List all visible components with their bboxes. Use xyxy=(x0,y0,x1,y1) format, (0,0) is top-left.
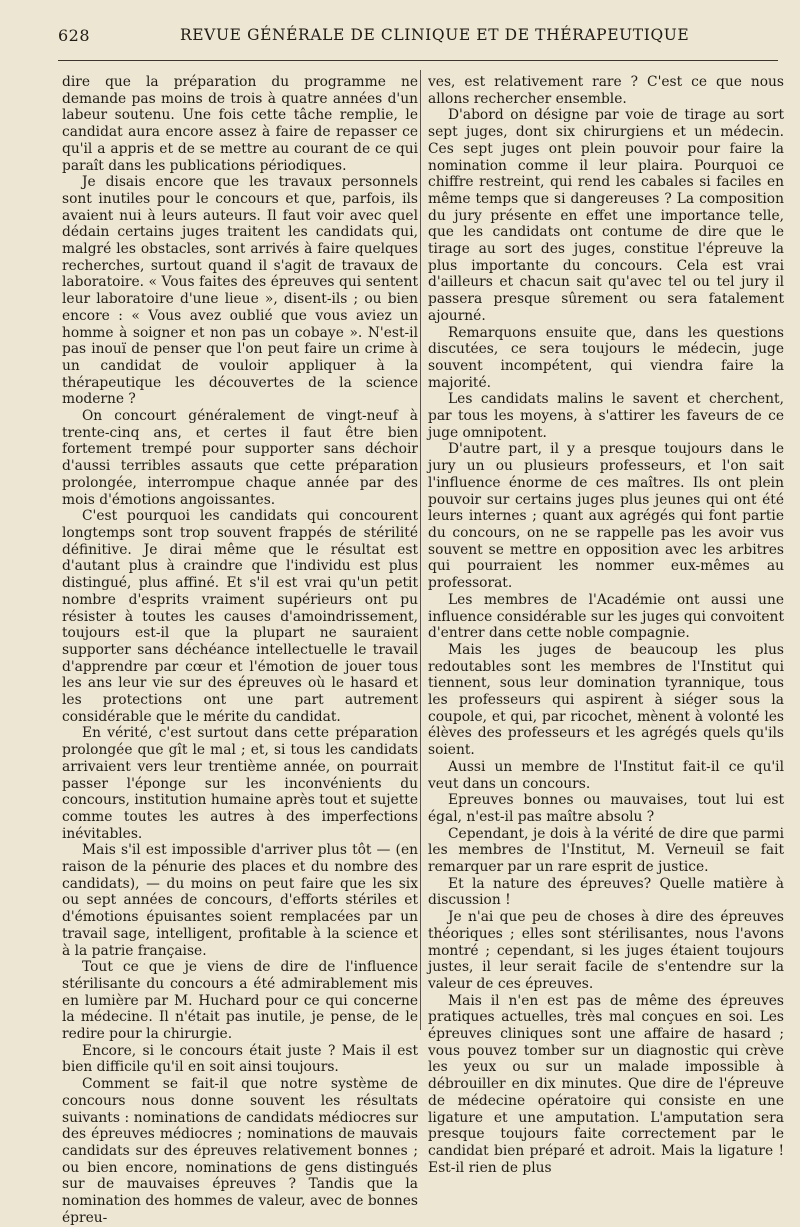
paragraph: Je n'ai que peu de choses à dire des épreuves théoriques ; elles sont stérilisantes, nous l'avons montré ; cependant, si les juges étaient toujours justes, il leur serait facile de s'entendre sur la valeur de ces épreuves. xyxy=(428,909,784,992)
paragraph: Comment se fait-il que notre système de concours nous donne souvent les résultats suivants : nominations de candidats médiocres sur des épreuves médiocres ; nominations de mauvais candidats sur des épreuves relativement bonnes ; ou bien encore, nominations de gens distingués sur de mauvaises épreuves ? Tandis que la nomination des hommes de valeur, avec de bonnes épreu- xyxy=(62,1076,418,1226)
header-rule xyxy=(58,60,778,61)
page-number: 628 xyxy=(58,26,91,45)
paragraph: Remarquons ensuite que, dans les questions discutées, ce sera toujours le médecin, juge souvent incompétent, qui viendra faire la majorité. xyxy=(428,324,784,391)
paragraph: Mais les juges de beaucoup les plus redoutables sont les membres de l'Institut qui tiennent, sous leur domination tyrannique, tous les professeurs qui aspirent à siéger sous la coupole, et qui, par ricochet, mènent à volonté les élèves des professeurs et les agrégés quels qu'ils soient. xyxy=(428,641,784,759)
paragraph: Je disais encore que les travaux personnels sont inutiles pour le concours et que, parfois, ils avaient nui à leurs auteurs. Il faut voir avec quel dédain certains juges traitent les candidats qui, malgré les obstacles, sont arrivés à faire quelques recherches, surtout quand il s'agit de travaux de laboratoire. « Vous faites des épreuves qui sentent leur laboratoire d'une lieue », disent-ils ; ou bien encore : « Vous avez oublié que vous aviez un homme à soigner et non pas un cobaye ». N'est-il pas inouï de penser que l'on peut faire un crime à un candidat de vouloir appliquer à la thérapeutique les découvertes de la science moderne ? xyxy=(62,174,418,408)
paragraph: Mais il n'en est pas de même des épreuves pratiques actuelles, très mal conçues en soi. Les épreuves cliniques sont une affaire de hasard ; vous pouvez tomber sur un diagnostic qui crève les yeux ou sur un malade impossible à débrouiller en dix minutes. Que dire de l'épreuve de médecine opératoire qui consiste en une ligature et une amputation. L'amputation sera presque toujours faite correctement par le candidat bien préparé et adroit. Mais la ligature ! Est-il rien de plus xyxy=(428,992,784,1176)
paragraph: Les membres de l'Académie ont aussi une influence considérable sur les juges qui convoitent d'entrer dans cette noble compagnie. xyxy=(428,591,784,642)
paragraph: D'abord on désigne par voie de tirage au sort sept juges, dont six chirurgiens et un médecin. Ces sept juges ont plein pouvoir pour faire la nomination comme il leur plaira. Pourquoi ce chiffre restreint, qui rend les cabales si faciles en même temps que si dangereuses ? La composition du jury présente en effet une importance telle, que les candidats ont contume de dire que le tirage au sort des juges, constitue l'épreuve la plus importante du concours. Cela est vrai d'ailleurs et chacun sait qu'avec tel ou tel jury il passera presque sûrement ou sera fatalement ajourné. xyxy=(428,107,784,324)
paragraph: Tout ce que je viens de dire de l'influence stérilisante du concours a été admirablement mis en lumière par M. Huchard pour ce qui concerne la médecine. Il n'était pas inutile, je pense, de le redire pour la chirurgie. xyxy=(62,959,418,1043)
running-title: REVUE GÉNÉRALE DE CLINIQUE ET DE THÉRAPEUTIQUE xyxy=(180,26,690,44)
paragraph: C'est pourquoi les candidats qui concourent longtemps sont trop souvent frappés de stérilité définitive. Je dirai même que le résultat est d'autant plus à craindre que l'individu est plus distingué, plus affiné. Et s'il est vrai qu'un petit nombre d'esprits vraiment supérieurs ont pu résister à toutes les causes d'amoindrissement, toujours est-il que la plupart ne sauraient supporter sans déchéance intellectuelle le travail d'apprendre par cœur et l'émotion de jouer tous les ans leur vie sur des épreuves où le hasard et les protections ont une part autrement considérable que le mérite du candidat. xyxy=(62,508,418,725)
paragraph: Et la nature des épreuves? Quelle matière à discussion ! xyxy=(428,875,784,909)
paragraph: Encore, si le concours était juste ? Mais il est bien difficile qu'il en soit ainsi toujours. xyxy=(62,1042,418,1076)
paragraph: D'autre part, il y a presque toujours dans le jury un ou plusieurs professeurs, et l'on sait l'influence énorme de ces maîtres. Ils ont plein pouvoir sur certains juges plus jeunes qui ont été leurs internes ; quant aux agrégés qui font partie du concours, on ne se rappelle pas les avoir vus souvent se mettre en opposition avec les arbitres qui pourraient les nommer eux-mêmes au professorat. xyxy=(428,441,784,592)
paragraph: ves, est relativement rare ? C'est ce que nous allons rechercher ensemble. xyxy=(428,74,784,107)
paragraph: Aussi un membre de l'Institut fait-il ce qu'il veut dans un concours. xyxy=(428,758,784,792)
left-column xyxy=(62,74,418,1227)
paragraph: Epreuves bonnes ou mauvaises, tout lui est égal, n'est-il pas maître absolu ? xyxy=(428,792,784,825)
paragraph: Mais s'il est impossible d'arriver plus tôt — (en raison de la pénurie des places et du nombre des candidats), — du moins on peut faire que les six ou sept années de concours, d'efforts stériles et d'émotions épuisantes soient remplacées par un travail sage, intelligent, profitable à la science et à la patrie française. xyxy=(62,842,418,959)
column-divider xyxy=(420,70,421,1030)
paragraph: dire que la préparation du programme ne demande pas moins de trois à quatre années d'un labeur soutenu. Une fois cette tâche remplie, le candidat aura encore assez à faire de repasser ce qu'il a appris et de se mettre au courant de ce qui paraît dans les publications périodiques. xyxy=(62,74,418,174)
page-header xyxy=(0,26,800,52)
paragraph: En vérité, c'est surtout dans cette préparation prolongée que gît le mal ; et, si tous les candidats arrivaient vers leur trentième année, on pourrait passer l'éponge sur les inconvénients du concours, institution humaine après tout et sujette comme toutes les autres à des imperfections inévitables. xyxy=(62,725,418,842)
paragraph: Cependant, je dois à la vérité de dire que parmi les membres de l'Institut, M. Verneuil se fait remarquer par un rare esprit de justice. xyxy=(428,825,784,876)
paragraph: On concourt généralement de vingt-neuf à trente-cinq ans, et certes il faut être bien fortement trempé pour supporter sans déchoir d'aussi terribles assauts que cette préparation prolongée, interrompue chaque année par des mois d'émotions angoissantes. xyxy=(62,408,418,508)
paragraph: Les candidats malins le savent et cherchent, par tous les moyens, à s'attirer les faveurs de ce juge omnipotent. xyxy=(428,391,784,441)
right-column xyxy=(428,74,784,1176)
